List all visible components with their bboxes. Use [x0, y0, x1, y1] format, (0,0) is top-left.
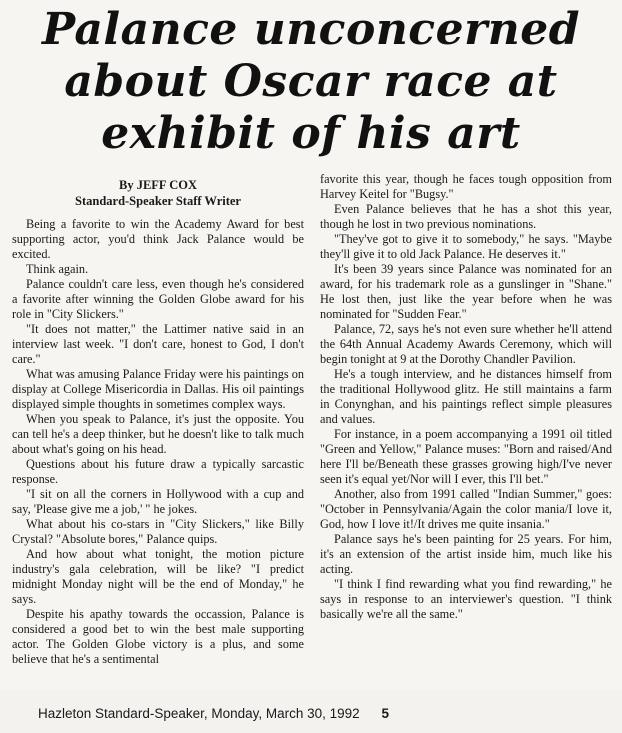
- paragraph: It's been 39 years since Palance was nominated for an award, for his trademark role as a gunslinger in "Shane." He lost then, just like the year before when he was nominated for "Sudden Fear.": [320, 262, 612, 321]
- page-number: 5: [381, 706, 389, 721]
- byline-author: By JEFF COX: [118, 178, 197, 192]
- paragraph: Another, also from 1991 called "Indian Summer," goes: "October in Pennsylvania/Again the color mania/I love it, God, how I love it!/It drives me quite insania.": [320, 487, 612, 531]
- paragraph-continuation: favorite this year, though he faces tough opposition from Harvey Keitel for "Bugsy.": [320, 172, 612, 201]
- paragraph: Think again.: [26, 262, 89, 276]
- publication-dateline: Hazleton Standard-Speaker, Monday, March 30, 1992: [38, 706, 360, 721]
- paragraph: For instance, in a poem accompanying a 1991 oil titled "Green and Yellow," Palance muses: "Born and raised/And here I'll be/Beneath these grasses growing high/I've never seen it's equal yet/Nor will I ever, this I'll bet.": [320, 427, 612, 486]
- paragraph: "They've got to give it to somebody," he says. "Maybe they'll give it to old Jack Palance. He deserves it.": [320, 232, 612, 261]
- paragraph: "It does not matter," the Lattimer native said in an interview last week. "I don't care, honest to God, I don't care.": [12, 322, 304, 366]
- paragraph: Even Palance believes that he has a shot this year, though he lost in two previous nominations.: [320, 202, 612, 231]
- byline: [12, 177, 304, 209]
- paragraph: Being a favorite to win the Academy Award for best supporting actor, you'd think Jack Palance would be excited.: [12, 217, 304, 261]
- article-column-left: [12, 177, 304, 667]
- publication-footer: [38, 706, 389, 721]
- paragraph: Palance couldn't care less, even though he's considered a favorite after winning the Golden Globe award for his role in "City Slickers.": [12, 277, 304, 321]
- headline-line-2: about Oscar race at: [64, 56, 558, 107]
- headline: [0, 4, 622, 160]
- headline-line-1: Palance unconcerned: [41, 4, 581, 55]
- paragraph: Despite his apathy towards the occassion, Palance is considered a good bet to win the best male supporting actor. The Golden Globe victory is a plus, and some believe that he's a sentimental: [12, 607, 304, 666]
- paragraph: "I think I find rewarding what you find rewarding," he says in response to an interviewer's question. "I think basically we're all the same.": [320, 577, 612, 621]
- paragraph: Palance, 72, says he's not even sure whether he'll attend the 64th Annual Academy Awards Ceremony, which will begin tonight at 9 at the Dorothy Chandler Pavilion.: [320, 322, 612, 366]
- paragraph: Palance says he's been painting for 25 years. For him, it's an extension of the artist inside him, much like his acting.: [320, 532, 612, 576]
- paragraph: When you speak to Palance, it's just the opposite. You can tell he's a deep thinker, but he doesn't like to talk much about what's going on his head.: [12, 412, 304, 456]
- byline-title: Standard-Speaker Staff Writer: [75, 194, 241, 208]
- paragraph: What about his co-stars in "City Slickers," like Billy Crystal? "Absolute bores," Palance quips.: [12, 517, 304, 546]
- paragraph: What was amusing Palance Friday were his paintings on display at College Misericordia in Dallas. His oil paintings displayed simple thoughts in sometimes complex ways.: [12, 367, 304, 411]
- article-column-right: [320, 172, 612, 622]
- paragraph: Questions about his future draw a typically sarcastic response.: [12, 457, 304, 486]
- headline-line-3: exhibit of his art: [101, 108, 521, 159]
- paragraph: He's a tough interview, and he distances himself from the traditional Hollywood glitz. He still maintains a farm in Conynghan, and his paintings reflect simple pleasures and values.: [320, 367, 612, 426]
- paragraph: And how about what tonight, the motion picture industry's gala celebration, will be like? "I predict midnight Monday night will be the end of Monday," he says.: [12, 547, 304, 606]
- paragraph: "I sit on all the corners in Hollywood with a cup and say, 'Please give me a job,' " he jokes.: [12, 487, 304, 516]
